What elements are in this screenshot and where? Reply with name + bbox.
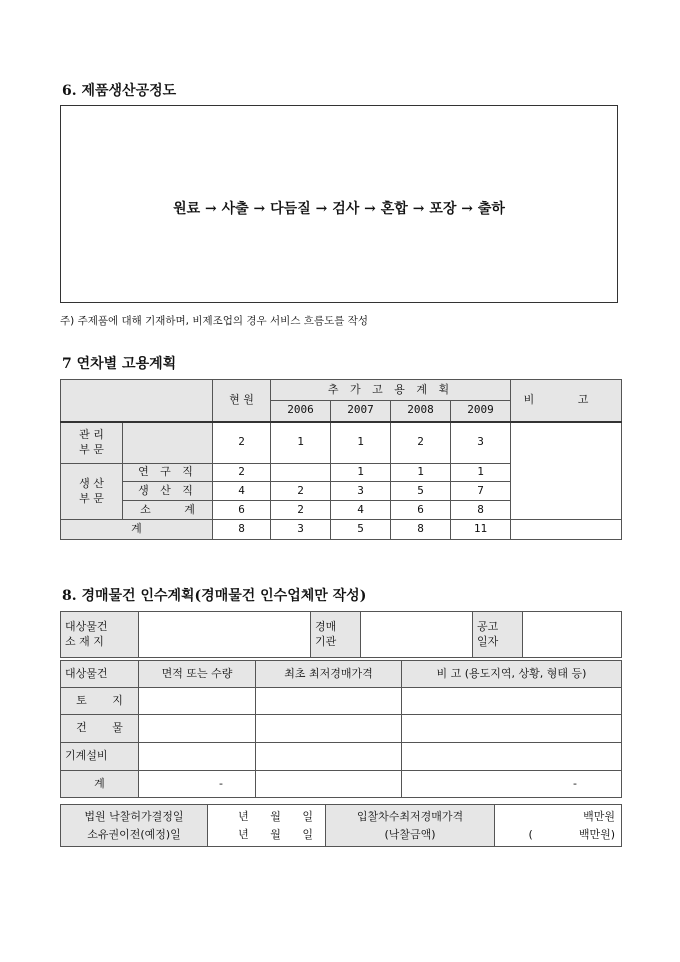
header-current: 현 원	[213, 380, 271, 422]
remarks-cell	[511, 422, 622, 520]
bid-price-label-line-1: 입찰차수최저경매가격	[356, 810, 464, 824]
section-6-note: 주) 주제품에 대해 기재하며, 비제조업의 경우 서비스 흐름도를 작성	[60, 315, 368, 327]
arrow-icon: →	[315, 201, 328, 217]
item-label-machinery: 기계설비	[61, 743, 139, 771]
court-decision-label: 법원 낙찰허가결정일	[84, 810, 184, 824]
cell-remarks	[402, 743, 622, 771]
cell-2008: 2	[391, 422, 451, 464]
cell-2006: 1	[271, 422, 331, 464]
total-price	[256, 771, 402, 798]
agency-label-line-2: 기관	[315, 634, 337, 648]
cell-2007: 5	[331, 520, 391, 540]
agency-value	[361, 612, 473, 658]
arrow-icon: →	[412, 201, 425, 217]
flow-step: 다듬질	[270, 201, 311, 217]
location-value	[139, 612, 311, 658]
cell-remarks	[402, 688, 622, 715]
cell-price	[256, 688, 402, 715]
cell-price	[256, 743, 402, 771]
total-remarks: -	[402, 771, 622, 798]
court-date-label	[61, 805, 208, 847]
date-line-2: 년 월 일	[238, 827, 313, 841]
agency-label-line-1: 경매	[315, 619, 337, 633]
notice-label-line-2: 일자	[477, 634, 499, 648]
row-label-mgmt: 관 리 부 문	[61, 422, 123, 464]
price-line-1: 백만원	[583, 810, 615, 824]
date-values	[208, 805, 326, 847]
cell-area	[139, 715, 256, 743]
cell-current: 2	[213, 464, 271, 482]
section-6-heading: 6. 제품생산공정도	[62, 83, 177, 99]
arrow-icon: →	[253, 201, 266, 217]
cell-2007: 3	[331, 482, 391, 501]
flow-step: 검사	[332, 201, 360, 217]
auction-location-table	[60, 611, 622, 658]
agency-label	[311, 612, 361, 658]
cell-2006: 3	[271, 520, 331, 540]
bid-price-label	[326, 805, 495, 847]
location-label-line-1: 대상물건	[65, 619, 108, 633]
header-additional: 추 가 고 용 계 획	[271, 380, 511, 401]
cell-price	[256, 715, 402, 743]
cell-current: 6	[213, 501, 271, 520]
process-flow	[61, 198, 617, 218]
auction-dates-table	[60, 804, 622, 847]
col-header-price: 최초 최저경매가격	[256, 661, 402, 688]
item-label-building: 건 물	[61, 715, 139, 743]
price-line-2-open: (	[528, 827, 533, 841]
price-line-2: 백만원)	[578, 827, 615, 841]
price-values	[495, 805, 622, 847]
header-year: 2009	[451, 401, 511, 422]
cell-2009: 11	[451, 520, 511, 540]
auction-items-table	[60, 660, 622, 798]
cell-area	[139, 688, 256, 715]
col-header-item: 대상물건	[61, 661, 139, 688]
item-label-total: 계	[61, 771, 139, 798]
cell-2006	[271, 464, 331, 482]
header-year: 2006	[271, 401, 331, 422]
col-header-remarks: 비 고 (용도지역, 상황, 형태 등)	[402, 661, 622, 688]
row-label-total: 계	[61, 520, 213, 540]
header-year: 2008	[391, 401, 451, 422]
col-header-area: 면적 또는 수량	[139, 661, 256, 688]
cell-2009: 1	[451, 464, 511, 482]
row-label-blank	[123, 422, 213, 464]
item-label-land: 토 지	[61, 688, 139, 715]
cell-current: 8	[213, 520, 271, 540]
row-label-production: 생 산 직	[123, 482, 213, 501]
remarks-cell	[511, 520, 622, 540]
header-blank	[61, 380, 213, 422]
cell-2009: 7	[451, 482, 511, 501]
cell-2007: 1	[331, 422, 391, 464]
flow-step: 출하	[477, 201, 505, 217]
location-label	[61, 612, 139, 658]
cell-2008: 5	[391, 482, 451, 501]
cell-2008: 8	[391, 520, 451, 540]
bid-price-label-line-2: (낙찰금액)	[384, 827, 436, 841]
notice-label-line-1: 공고	[477, 619, 499, 633]
employment-plan-table	[60, 379, 622, 540]
ownership-transfer-label: 소유권이전(예정)일	[87, 827, 181, 841]
section-7-heading: 7 연차별 고용계획	[62, 356, 177, 372]
row-label-subtotal: 소 계	[123, 501, 213, 520]
row-label-production-group: 생 산 부 문	[61, 464, 123, 520]
cell-current: 4	[213, 482, 271, 501]
cell-2007: 1	[331, 464, 391, 482]
row-label-research: 연 구 직	[123, 464, 213, 482]
cell-2008: 1	[391, 464, 451, 482]
flow-step: 사출	[221, 201, 249, 217]
notice-value	[523, 612, 622, 658]
arrow-icon: →	[461, 201, 473, 217]
date-line-1: 년 월 일	[238, 810, 313, 824]
header-year: 2007	[331, 401, 391, 422]
section-8-heading: 8. 경매물건 인수계획(경매물건 인수업체만 작성)	[62, 588, 367, 604]
flow-step: 혼합	[380, 201, 408, 217]
cell-2006: 2	[271, 482, 331, 501]
flow-step: 포장	[429, 201, 457, 217]
arrow-icon: →	[205, 201, 217, 217]
location-label-line-2: 소 재 지	[65, 634, 104, 648]
arrow-icon: →	[364, 201, 376, 217]
cell-current: 2	[213, 422, 271, 464]
cell-2007: 4	[331, 501, 391, 520]
cell-2009: 3	[451, 422, 511, 464]
header-remarks: 비 고	[511, 380, 622, 422]
cell-remarks	[402, 715, 622, 743]
process-flow-box	[60, 105, 618, 303]
notice-label	[473, 612, 523, 658]
cell-2006: 2	[271, 501, 331, 520]
flow-step: 원료	[173, 201, 201, 217]
cell-2009: 8	[451, 501, 511, 520]
cell-2008: 6	[391, 501, 451, 520]
total-area: -	[139, 771, 256, 798]
cell-area	[139, 743, 256, 771]
